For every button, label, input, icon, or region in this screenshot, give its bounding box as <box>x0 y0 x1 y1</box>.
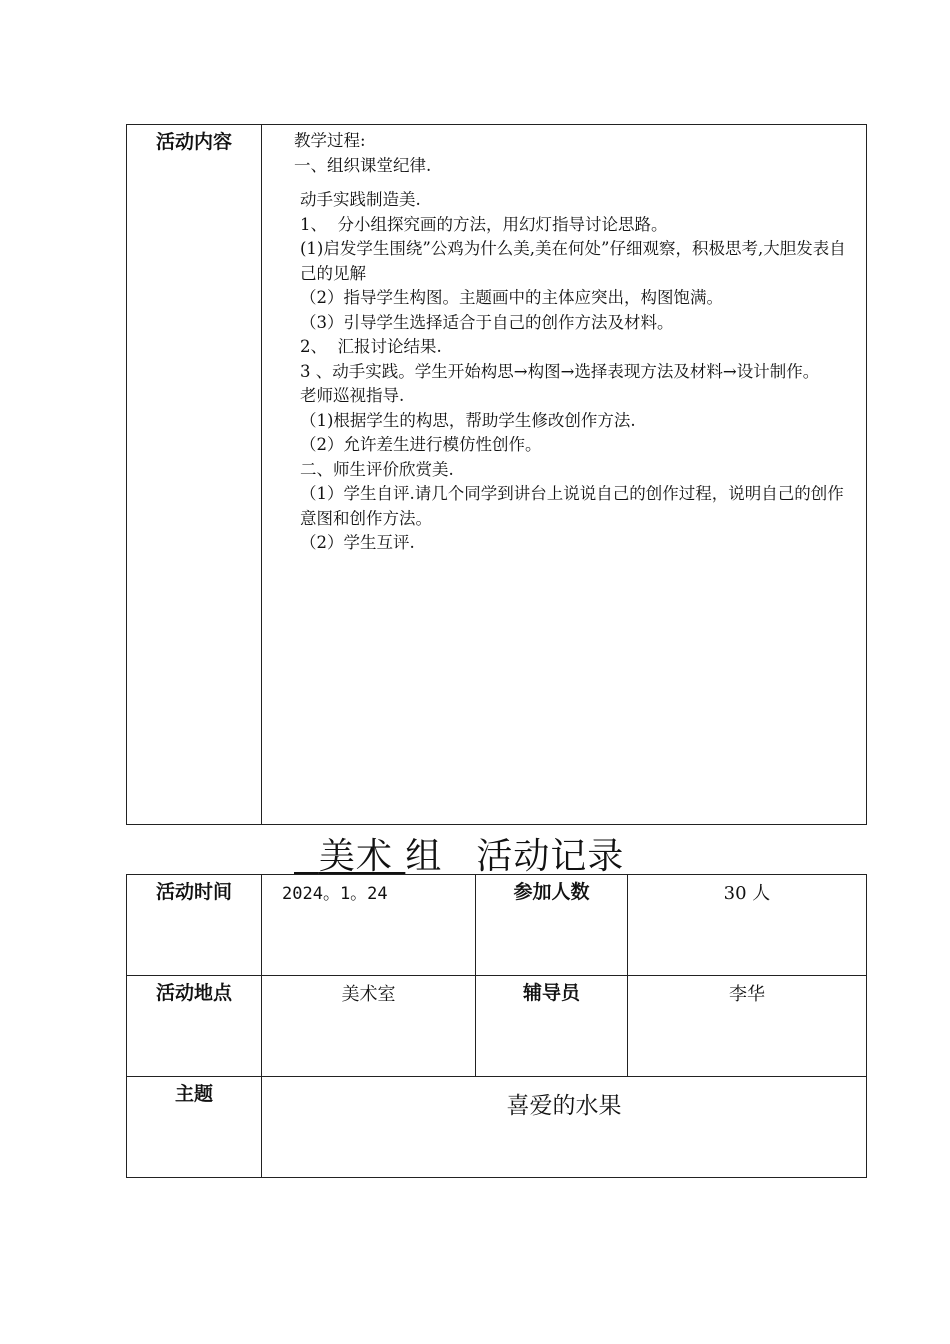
time-value: 2024。1。24 <box>262 875 476 976</box>
activity-content-label: 活动内容 <box>127 125 262 825</box>
content-line: 动手实践制造美. <box>300 190 421 209</box>
tutor-value: 李华 <box>628 976 867 1077</box>
content-line: 1、 分小组探究画的方法，用幻灯指导讨论思路。 <box>300 214 668 234</box>
topic-value: 喜爱的水果 <box>262 1077 867 1178</box>
content-line: （1)根据学生的构思，帮助学生修改创作方法. <box>300 410 636 430</box>
content-line: （2）允许差生进行模仿性创作。 <box>300 435 542 454</box>
content-line: 二、师生评价欣赏美. <box>300 459 454 479</box>
place-label: 活动地点 <box>127 976 262 1077</box>
group-name-blank <box>294 836 405 877</box>
place-value: 美术室 <box>262 976 476 1077</box>
topic-label: 主题 <box>127 1077 262 1178</box>
content-line: (1)启发学生围绕”公鸡为什么美,美在何处”仔细观察，积极思考,大胆发表自己的见解 <box>300 239 846 283</box>
activity-content-table <box>126 124 867 825</box>
time-label: 活动时间 <box>127 875 262 976</box>
group-name: 美术 <box>318 836 406 877</box>
record-title <box>294 828 624 879</box>
people-value: 30 人 <box>628 875 867 976</box>
content-line: 2、 汇报讨论结果. <box>300 337 442 356</box>
people-label: 参加人数 <box>476 875 628 976</box>
activity-content-body <box>262 125 867 825</box>
content-line: （2）学生互评. <box>300 533 415 552</box>
content-line: 3 、动手实践。学生开始构思→构图→选择表现方法及材料→设计制作。 <box>300 361 820 381</box>
content-line: 一、组织课堂纪律. <box>294 155 432 175</box>
content-line: 老师巡视指导. <box>300 386 405 405</box>
content-line: 教学过程: <box>294 131 366 150</box>
record-title-text: 活动记录 <box>476 836 625 877</box>
tutor-label: 辅导员 <box>476 976 628 1077</box>
group-suffix: 组 <box>405 836 443 877</box>
content-line: （1）学生自评.请几个同学到讲台上说说自己的创作过程，说明自己的创作意图和创作方法。 <box>300 484 844 528</box>
activity-record-table <box>126 874 867 1178</box>
content-line: （3）引导学生选择适合于自己的创作方法及材料。 <box>300 312 674 332</box>
content-line: （2）指导学生构图。主题画中的主体应突出，构图饱满。 <box>300 288 723 307</box>
spacer <box>300 178 846 188</box>
